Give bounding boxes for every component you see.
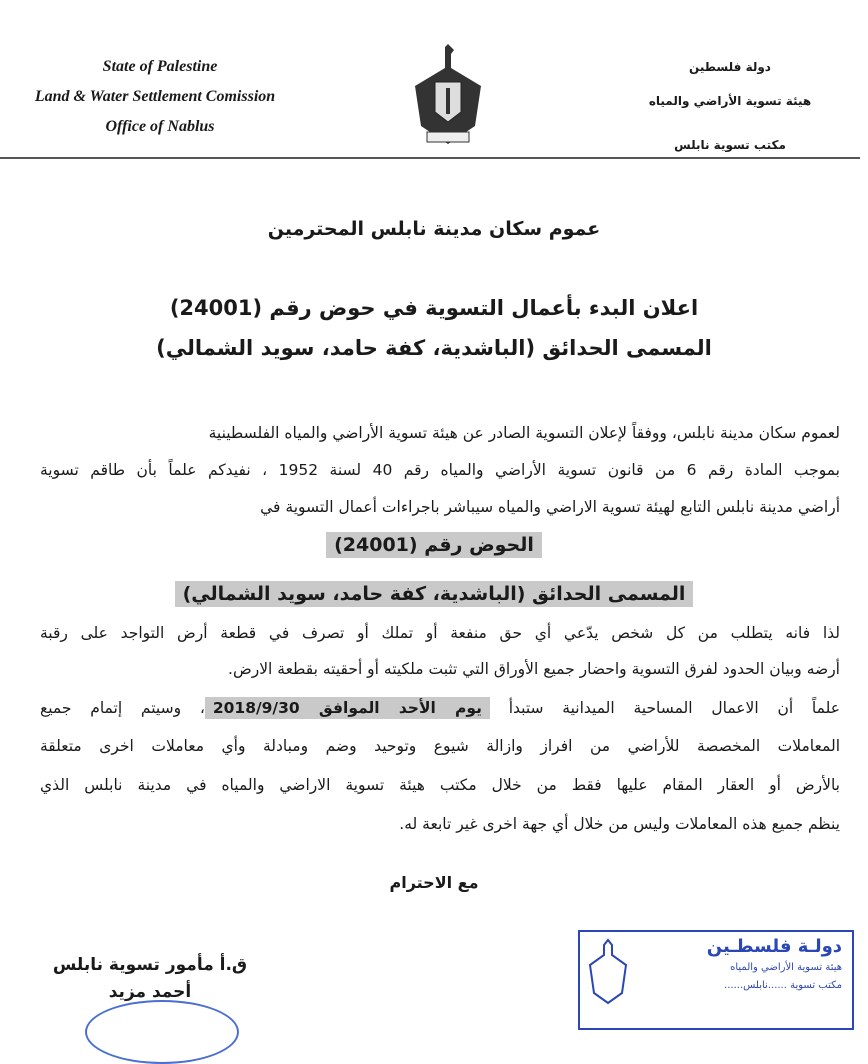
stamp-line-2: هيئة تسوية الأراضي والمياه (730, 962, 842, 973)
stamp-eagle-icon (588, 938, 628, 1008)
basin-name: المسمى الحدائق (الباشدية، كفة حامد، سويد الشمالي) (175, 581, 694, 607)
header-english-line-3: Office of Nablus (105, 118, 215, 135)
basin-number: الحوض رقم (24001) (326, 532, 542, 558)
paragraph3-line-1 (40, 699, 840, 717)
title-line-1: اعلان البدء بأعمال التسوية في حوض رقم (24001) (169, 296, 699, 320)
paragraph1-line-3: أراضي مدينة نابلس التابع لهيئة تسوية الاراضي والمياه سيباشر باجراءات أعمال التسوية في (260, 498, 840, 516)
header-arabic-line-1: دولة فلسطين (689, 60, 771, 74)
paragraph3-line-4: ينظم جميع هذه المعاملات وليس من خلال أي جهة اخرى غير تابعة له. (399, 815, 840, 833)
paragraph3-line-2: المعاملات المخصصة للأراضي من افراز وازالة شيوع وتوحيد وضم ومبادلة وأي معاملات اخرى متعلقة (40, 737, 840, 755)
paragraph2-line-1: لذا فانه يتطلب من كل شخص يدّعي أي حق منفعة أو تملك أو تصرف في قطعة أرض التواجد على رقبة (40, 624, 840, 642)
palestine-eagle-emblem-icon (405, 42, 491, 147)
paragraph2-line-2: أرضه وبيان الحدود لفرق التسوية واحضار جميع الأوراق التي تثبت ملكيته أو أحقيته بقطعة الارض. (228, 660, 840, 678)
greeting: عموم سكان مدينة نابلس المحترمين (267, 218, 601, 240)
paragraph1-line-2: بموجب المادة رقم 6 من قانون تسوية الأراضي والمياه رقم 40 لسنة 1952 ، نفيدكم علماً بأن طاقم تسوية (40, 461, 840, 479)
paragraph3-line-3: بالأرض أو العقار المقام عليها فقط من خلال مكتب هيئة تسوية الاراضي والمياه في مدينة نابلس الذي (40, 776, 840, 794)
stamp-line-3: مكتب تسوية ......نابلس...... (724, 980, 842, 991)
title-line-2: المسمى الحدائق (الباشدية، كفة حامد، سويد الشمالي) (156, 336, 712, 360)
official-stamp (578, 930, 854, 1030)
header-english-line-2: Land & Water Settlement Comission (34, 88, 276, 105)
header-english-line-1: State of Palestine (102, 58, 218, 75)
start-prefix: علماً أن الاعمال المساحية الميدانية ستبدأ (508, 699, 840, 717)
signature-title: ق.أ مأمور تسوية نابلس (52, 955, 248, 975)
paragraph1-line-1: لعموم سكان مدينة نابلس، ووفقاً لإعلان التسوية الصادر عن هيئة تسوية الأراضي والمياه الفلسطينية (208, 424, 840, 442)
stamp-line-1: دولـة فلسطـين (706, 936, 842, 957)
round-stamp (85, 1000, 239, 1064)
header-arabic-line-2: هيئة تسوية الأراضي والمياه (648, 94, 812, 108)
start-suffix: ، وسيتم إتمام جميع (40, 699, 205, 717)
signature-name: أحمد مزيد (108, 982, 192, 1002)
closing: مع الاحترام (389, 873, 479, 892)
header-divider (0, 157, 860, 159)
start-date: يوم الأحد الموافق 2018/9/30 (205, 697, 490, 719)
header-arabic-line-3: مكتب تسوية نابلس (674, 138, 786, 152)
